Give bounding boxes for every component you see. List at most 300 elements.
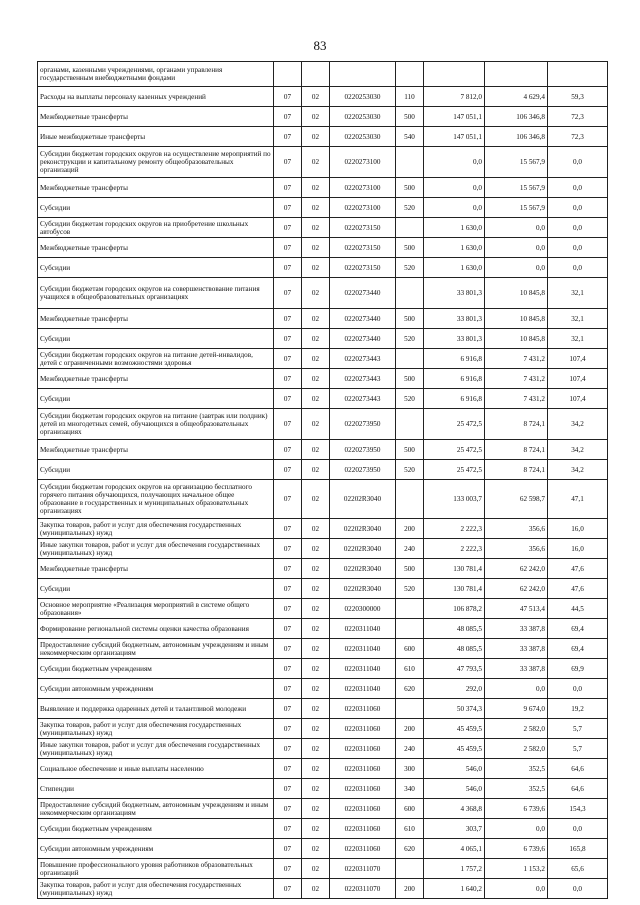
row-plan-value: 2 222,3 xyxy=(424,519,485,539)
row-name: Субсидии бюджетам городских округов на приобретение школьных автобусов xyxy=(38,218,274,238)
row-subsection: 02 xyxy=(302,879,330,899)
table-row xyxy=(38,389,608,409)
table-row xyxy=(38,309,608,329)
row-expense-type: 520 xyxy=(396,198,424,218)
row-name: Субсидии бюджетам городских округов на питание детей-инвалидов, детей с ограниченными возможностями здоровья xyxy=(38,349,274,369)
table-row xyxy=(38,329,608,349)
row-name: Субсидии xyxy=(38,389,274,409)
row-subsection: 02 xyxy=(302,659,330,679)
row-name: Основное мероприятие «Реализация мероприятий в системе общего образования» xyxy=(38,599,274,619)
row-actual-value: 15 567,9 xyxy=(485,178,548,198)
row-section: 07 xyxy=(274,639,302,659)
row-subsection: 02 xyxy=(302,779,330,799)
table-row xyxy=(38,559,608,579)
row-actual-value: 7 431,2 xyxy=(485,349,548,369)
row-section: 07 xyxy=(274,309,302,329)
row-target-code: 0220311070 xyxy=(330,859,396,879)
row-actual-value: 10 845,8 xyxy=(485,278,548,309)
row-expense-type xyxy=(396,699,424,719)
row-percent: 0,0 xyxy=(548,258,608,278)
row-subsection: 02 xyxy=(302,599,330,619)
row-subsection: 02 xyxy=(302,679,330,699)
table-row xyxy=(38,719,608,739)
row-expense-type: 300 xyxy=(396,759,424,779)
row-name: Межбюджетные трансферты xyxy=(38,107,274,127)
row-subsection: 02 xyxy=(302,759,330,779)
budget-table xyxy=(37,61,608,899)
row-section: 07 xyxy=(274,519,302,539)
row-plan-value: 48 085,5 xyxy=(424,639,485,659)
table-row xyxy=(38,198,608,218)
row-plan-value: 25 472,5 xyxy=(424,409,485,440)
row-subsection: 02 xyxy=(302,619,330,639)
table-row xyxy=(38,799,608,819)
row-percent: 69,4 xyxy=(548,619,608,639)
row-expense-type: 620 xyxy=(396,679,424,699)
row-actual-value: 0,0 xyxy=(485,218,548,238)
table-row xyxy=(38,87,608,107)
row-percent: 34,2 xyxy=(548,409,608,440)
row-plan-value: 45 459,5 xyxy=(424,719,485,739)
table-row xyxy=(38,859,608,879)
row-expense-type xyxy=(396,147,424,178)
row-target-code: 02202R3040 xyxy=(330,480,396,519)
row-subsection: 02 xyxy=(302,389,330,409)
row-target-code: 0220273950 xyxy=(330,440,396,460)
row-name: Формирование региональной системы оценки качества образования xyxy=(38,619,274,639)
row-expense-type: 240 xyxy=(396,539,424,559)
row-target-code: 02202R3040 xyxy=(330,519,396,539)
row-plan-value: 6 916,8 xyxy=(424,369,485,389)
row-section: 07 xyxy=(274,178,302,198)
row-expense-type: 610 xyxy=(396,819,424,839)
row-expense-type: 240 xyxy=(396,739,424,759)
row-section: 07 xyxy=(274,349,302,369)
row-subsection: 02 xyxy=(302,127,330,147)
row-target-code: 0220273440 xyxy=(330,309,396,329)
row-target-code: 0220311060 xyxy=(330,839,396,859)
row-expense-type: 620 xyxy=(396,839,424,859)
row-name: органами, казенными учреждениями, органами управления государственным внебюджетными фондами xyxy=(38,62,274,87)
row-expense-type xyxy=(396,218,424,238)
table-row xyxy=(38,639,608,659)
row-percent: 0,0 xyxy=(548,147,608,178)
row-section: 07 xyxy=(274,198,302,218)
table-row xyxy=(38,659,608,679)
row-plan-value: 303,7 xyxy=(424,819,485,839)
row-subsection: 02 xyxy=(302,739,330,759)
row-actual-value: 33 387,8 xyxy=(485,639,548,659)
row-expense-type xyxy=(396,349,424,369)
row-name: Субсидии автономным учреждениям xyxy=(38,839,274,859)
row-percent: 44,5 xyxy=(548,599,608,619)
row-expense-type: 540 xyxy=(396,127,424,147)
row-target-code: 0220273950 xyxy=(330,409,396,440)
row-plan-value: 0,0 xyxy=(424,198,485,218)
row-percent xyxy=(548,62,608,87)
row-name: Социальное обеспечение и иные выплаты населению xyxy=(38,759,274,779)
table-row xyxy=(38,369,608,389)
row-percent: 32,1 xyxy=(548,329,608,349)
row-subsection: 02 xyxy=(302,699,330,719)
row-actual-value: 2 582,0 xyxy=(485,719,548,739)
row-plan-value: 546,0 xyxy=(424,759,485,779)
row-plan-value: 1 630,0 xyxy=(424,258,485,278)
page-number: 83 xyxy=(313,38,327,53)
row-section: 07 xyxy=(274,107,302,127)
row-plan-value: 4 368,8 xyxy=(424,799,485,819)
row-expense-type: 500 xyxy=(396,559,424,579)
row-target-code: 0220273443 xyxy=(330,369,396,389)
row-subsection xyxy=(302,62,330,87)
row-expense-type: 500 xyxy=(396,309,424,329)
row-section: 07 xyxy=(274,799,302,819)
table-row xyxy=(38,178,608,198)
row-subsection: 02 xyxy=(302,329,330,349)
row-subsection: 02 xyxy=(302,258,330,278)
row-actual-value: 1 153,2 xyxy=(485,859,548,879)
row-percent: 107,4 xyxy=(548,389,608,409)
row-target-code: 02202R3040 xyxy=(330,579,396,599)
row-name: Иные закупки товаров, работ и услуг для обеспечения государственных (муниципальных) нужд xyxy=(38,539,274,559)
row-name: Субсидии бюджетам городских округов на питание (завтрак или полдник) детей из многодетных семей, обучающихся в общеобразовательных организациях xyxy=(38,409,274,440)
row-expense-type: 610 xyxy=(396,659,424,679)
row-subsection: 02 xyxy=(302,107,330,127)
row-target-code: 0220273150 xyxy=(330,218,396,238)
row-section: 07 xyxy=(274,480,302,519)
row-plan-value: 1 630,0 xyxy=(424,238,485,258)
table-row xyxy=(38,460,608,480)
row-percent: 0,0 xyxy=(548,679,608,699)
row-target-code: 0220311060 xyxy=(330,779,396,799)
row-percent: 72,3 xyxy=(548,107,608,127)
row-target-code: 0220311040 xyxy=(330,619,396,639)
table-row xyxy=(38,258,608,278)
row-expense-type: 200 xyxy=(396,879,424,899)
row-target-code: 0220253030 xyxy=(330,107,396,127)
row-plan-value: 48 085,5 xyxy=(424,619,485,639)
table-row xyxy=(38,107,608,127)
table-row xyxy=(38,539,608,559)
row-target-code: 0220273443 xyxy=(330,349,396,369)
row-percent: 47,6 xyxy=(548,579,608,599)
table-row xyxy=(38,349,608,369)
table-row xyxy=(38,839,608,859)
row-target-code: 0220273100 xyxy=(330,178,396,198)
row-name: Субсидии бюджетам городских округов на осуществление мероприятий по реконструкции и капитальному ремонту общеобразовательных организаций xyxy=(38,147,274,178)
row-percent: 19,2 xyxy=(548,699,608,719)
row-plan-value: 1 640,2 xyxy=(424,879,485,899)
row-plan-value: 292,0 xyxy=(424,679,485,699)
row-target-code: 0220273150 xyxy=(330,258,396,278)
row-actual-value: 10 845,8 xyxy=(485,309,548,329)
row-actual-value: 7 431,2 xyxy=(485,369,548,389)
row-subsection: 02 xyxy=(302,579,330,599)
row-section: 07 xyxy=(274,258,302,278)
row-plan-value: 33 801,3 xyxy=(424,278,485,309)
row-percent: 47,6 xyxy=(548,559,608,579)
row-name: Межбюджетные трансферты xyxy=(38,440,274,460)
row-plan-value: 33 801,3 xyxy=(424,309,485,329)
row-expense-type: 600 xyxy=(396,799,424,819)
row-section: 07 xyxy=(274,579,302,599)
row-subsection: 02 xyxy=(302,839,330,859)
row-subsection: 02 xyxy=(302,639,330,659)
row-subsection: 02 xyxy=(302,87,330,107)
row-actual-value: 62 598,7 xyxy=(485,480,548,519)
row-target-code: 0220311040 xyxy=(330,659,396,679)
row-plan-value: 1 630,0 xyxy=(424,218,485,238)
row-name: Предоставление субсидий бюджетным, автономным учреждениям и иным некоммерческим организациям xyxy=(38,799,274,819)
row-plan-value: 6 916,8 xyxy=(424,349,485,369)
row-percent: 0,0 xyxy=(548,178,608,198)
row-target-code: 0220311060 xyxy=(330,699,396,719)
row-subsection: 02 xyxy=(302,309,330,329)
row-actual-value: 33 387,8 xyxy=(485,659,548,679)
row-target-code: 0220311060 xyxy=(330,759,396,779)
table-row xyxy=(38,579,608,599)
row-target-code: 0220273443 xyxy=(330,389,396,409)
row-plan-value: 50 374,3 xyxy=(424,699,485,719)
row-section: 07 xyxy=(274,369,302,389)
row-actual-value: 356,6 xyxy=(485,539,548,559)
row-target-code: 0220311060 xyxy=(330,739,396,759)
row-plan-value: 147 051,1 xyxy=(424,107,485,127)
table-row xyxy=(38,699,608,719)
row-name: Субсидии бюджетным учреждениям xyxy=(38,659,274,679)
row-name: Закупка товаров, работ и услуг для обеспечения государственных (муниципальных) нужд xyxy=(38,879,274,899)
row-subsection: 02 xyxy=(302,480,330,519)
row-plan-value: 130 781,4 xyxy=(424,579,485,599)
row-percent: 64,6 xyxy=(548,779,608,799)
row-subsection: 02 xyxy=(302,369,330,389)
row-actual-value: 2 582,0 xyxy=(485,739,548,759)
table-row xyxy=(38,759,608,779)
row-subsection: 02 xyxy=(302,178,330,198)
row-subsection: 02 xyxy=(302,349,330,369)
table-row xyxy=(38,519,608,539)
table-row xyxy=(38,218,608,238)
row-name: Выявление и поддержка одаренных детей и талантливой молодежи xyxy=(38,699,274,719)
row-actual-value: 47 513,4 xyxy=(485,599,548,619)
row-target-code: 0220273440 xyxy=(330,329,396,349)
row-percent: 0,0 xyxy=(548,238,608,258)
row-plan-value: 130 781,4 xyxy=(424,559,485,579)
row-section: 07 xyxy=(274,329,302,349)
row-section: 07 xyxy=(274,839,302,859)
row-target-code: 0220311060 xyxy=(330,819,396,839)
row-name: Субсидии xyxy=(38,258,274,278)
row-name: Субсидии бюджетам городских округов на совершенствование питания учащихся в общеобразовательных организациях xyxy=(38,278,274,309)
row-target-code: 0220253030 xyxy=(330,87,396,107)
row-percent: 0,0 xyxy=(548,819,608,839)
row-plan-value: 25 472,5 xyxy=(424,460,485,480)
row-target-code: 0220311040 xyxy=(330,639,396,659)
row-plan-value: 106 878,2 xyxy=(424,599,485,619)
row-actual-value: 0,0 xyxy=(485,679,548,699)
row-percent: 64,6 xyxy=(548,759,608,779)
table-row xyxy=(38,62,608,87)
row-actual-value: 15 567,9 xyxy=(485,147,548,178)
row-name: Субсидии xyxy=(38,579,274,599)
row-expense-type: 520 xyxy=(396,579,424,599)
row-percent: 69,4 xyxy=(548,639,608,659)
row-expense-type: 500 xyxy=(396,369,424,389)
row-plan-value: 0,0 xyxy=(424,178,485,198)
row-percent: 16,0 xyxy=(548,539,608,559)
row-plan-value: 147 051,1 xyxy=(424,127,485,147)
row-section: 07 xyxy=(274,879,302,899)
row-percent: 32,1 xyxy=(548,309,608,329)
row-target-code: 0220273150 xyxy=(330,238,396,258)
row-expense-type xyxy=(396,599,424,619)
row-plan-value: 25 472,5 xyxy=(424,440,485,460)
row-name: Повышение профессионального уровня работников образовательных организаций xyxy=(38,859,274,879)
row-actual-value: 6 739,6 xyxy=(485,799,548,819)
row-subsection: 02 xyxy=(302,198,330,218)
row-actual-value: 0,0 xyxy=(485,258,548,278)
row-name: Межбюджетные трансферты xyxy=(38,178,274,198)
row-subsection: 02 xyxy=(302,278,330,309)
row-name: Субсидии автономным учреждениям xyxy=(38,679,274,699)
row-section: 07 xyxy=(274,460,302,480)
row-name: Субсидии xyxy=(38,198,274,218)
row-percent: 0,0 xyxy=(548,218,608,238)
row-name: Закупка товаров, работ и услуг для обеспечения государственных (муниципальных) нужд xyxy=(38,519,274,539)
row-actual-value: 6 739,6 xyxy=(485,839,548,859)
table-row xyxy=(38,278,608,309)
row-actual-value: 8 724,1 xyxy=(485,460,548,480)
row-expense-type xyxy=(396,278,424,309)
table-row xyxy=(38,440,608,460)
row-actual-value: 7 431,2 xyxy=(485,389,548,409)
row-expense-type xyxy=(396,859,424,879)
row-target-code: 02202R3040 xyxy=(330,539,396,559)
row-percent: 34,2 xyxy=(548,440,608,460)
row-section: 07 xyxy=(274,278,302,309)
row-name: Субсидии xyxy=(38,329,274,349)
table-row xyxy=(38,779,608,799)
row-percent: 0,0 xyxy=(548,198,608,218)
row-percent: 16,0 xyxy=(548,519,608,539)
row-section: 07 xyxy=(274,147,302,178)
row-name: Субсидии бюджетным учреждениям xyxy=(38,819,274,839)
row-actual-value: 0,0 xyxy=(485,238,548,258)
row-target-code xyxy=(330,62,396,87)
row-section: 07 xyxy=(274,218,302,238)
table-row xyxy=(38,147,608,178)
table-row xyxy=(38,409,608,440)
row-name: Закупка товаров, работ и услуг для обеспечения государственных (муниципальных) нужд xyxy=(38,719,274,739)
row-subsection: 02 xyxy=(302,859,330,879)
row-expense-type: 340 xyxy=(396,779,424,799)
row-name: Иные закупки товаров, работ и услуг для обеспечения государственных (муниципальных) нужд xyxy=(38,739,274,759)
row-subsection: 02 xyxy=(302,460,330,480)
row-expense-type: 110 xyxy=(396,87,424,107)
row-expense-type: 500 xyxy=(396,440,424,460)
row-name: Предоставление субсидий бюджетным, автономным учреждениям и иным некоммерческим организациям xyxy=(38,639,274,659)
row-actual-value: 62 242,0 xyxy=(485,579,548,599)
row-expense-type: 500 xyxy=(396,107,424,127)
row-actual-value: 106 346,8 xyxy=(485,127,548,147)
row-section: 07 xyxy=(274,599,302,619)
row-subsection: 02 xyxy=(302,147,330,178)
row-section: 07 xyxy=(274,739,302,759)
table-row xyxy=(38,238,608,258)
row-section: 07 xyxy=(274,779,302,799)
row-target-code: 0220273100 xyxy=(330,147,396,178)
row-percent: 47,1 xyxy=(548,480,608,519)
row-target-code: 0220311060 xyxy=(330,719,396,739)
row-expense-type: 520 xyxy=(396,460,424,480)
row-section: 07 xyxy=(274,719,302,739)
row-target-code: 0220311070 xyxy=(330,879,396,899)
row-subsection: 02 xyxy=(302,719,330,739)
row-expense-type xyxy=(396,619,424,639)
row-plan-value: 45 459,5 xyxy=(424,739,485,759)
table-row xyxy=(38,819,608,839)
row-target-code: 0220273950 xyxy=(330,460,396,480)
row-name: Субсидии xyxy=(38,460,274,480)
row-subsection: 02 xyxy=(302,559,330,579)
row-subsection: 02 xyxy=(302,519,330,539)
row-name: Иные межбюджетные трансферты xyxy=(38,127,274,147)
row-actual-value: 106 346,8 xyxy=(485,107,548,127)
table-row xyxy=(38,619,608,639)
row-expense-type: 200 xyxy=(396,519,424,539)
row-name: Стипендии xyxy=(38,779,274,799)
row-expense-type: 500 xyxy=(396,178,424,198)
row-plan-value: 6 916,8 xyxy=(424,389,485,409)
row-plan-value: 546,0 xyxy=(424,779,485,799)
row-expense-type: 520 xyxy=(396,329,424,349)
row-expense-type: 520 xyxy=(396,258,424,278)
row-expense-type xyxy=(396,62,424,87)
row-actual-value: 8 724,1 xyxy=(485,440,548,460)
table-row xyxy=(38,679,608,699)
row-target-code: 0220300000 xyxy=(330,599,396,619)
row-name: Межбюджетные трансферты xyxy=(38,559,274,579)
row-percent: 34,2 xyxy=(548,460,608,480)
row-actual-value: 0,0 xyxy=(485,819,548,839)
row-section: 07 xyxy=(274,819,302,839)
row-subsection: 02 xyxy=(302,539,330,559)
table-row xyxy=(38,599,608,619)
row-subsection: 02 xyxy=(302,819,330,839)
row-section: 07 xyxy=(274,679,302,699)
row-name: Межбюджетные трансферты xyxy=(38,238,274,258)
row-section: 07 xyxy=(274,539,302,559)
row-section: 07 xyxy=(274,699,302,719)
row-plan-value: 0,0 xyxy=(424,147,485,178)
row-expense-type xyxy=(396,480,424,519)
row-name: Субсидии бюджетам городских округов на организацию бесплатного горячего питания обучающихся, получающих начальное общее образование в государственных и муниципальных образовательных организациях xyxy=(38,480,274,519)
row-section: 07 xyxy=(274,619,302,639)
row-percent: 72,3 xyxy=(548,127,608,147)
row-percent: 65,6 xyxy=(548,859,608,879)
row-section: 07 xyxy=(274,559,302,579)
row-actual-value: 9 674,0 xyxy=(485,699,548,719)
row-section: 07 xyxy=(274,859,302,879)
row-section xyxy=(274,62,302,87)
row-expense-type xyxy=(396,409,424,440)
row-target-code: 0220311060 xyxy=(330,799,396,819)
row-plan-value: 33 801,3 xyxy=(424,329,485,349)
row-subsection: 02 xyxy=(302,799,330,819)
row-section: 07 xyxy=(274,659,302,679)
row-percent: 5,7 xyxy=(548,719,608,739)
table-row xyxy=(38,879,608,899)
